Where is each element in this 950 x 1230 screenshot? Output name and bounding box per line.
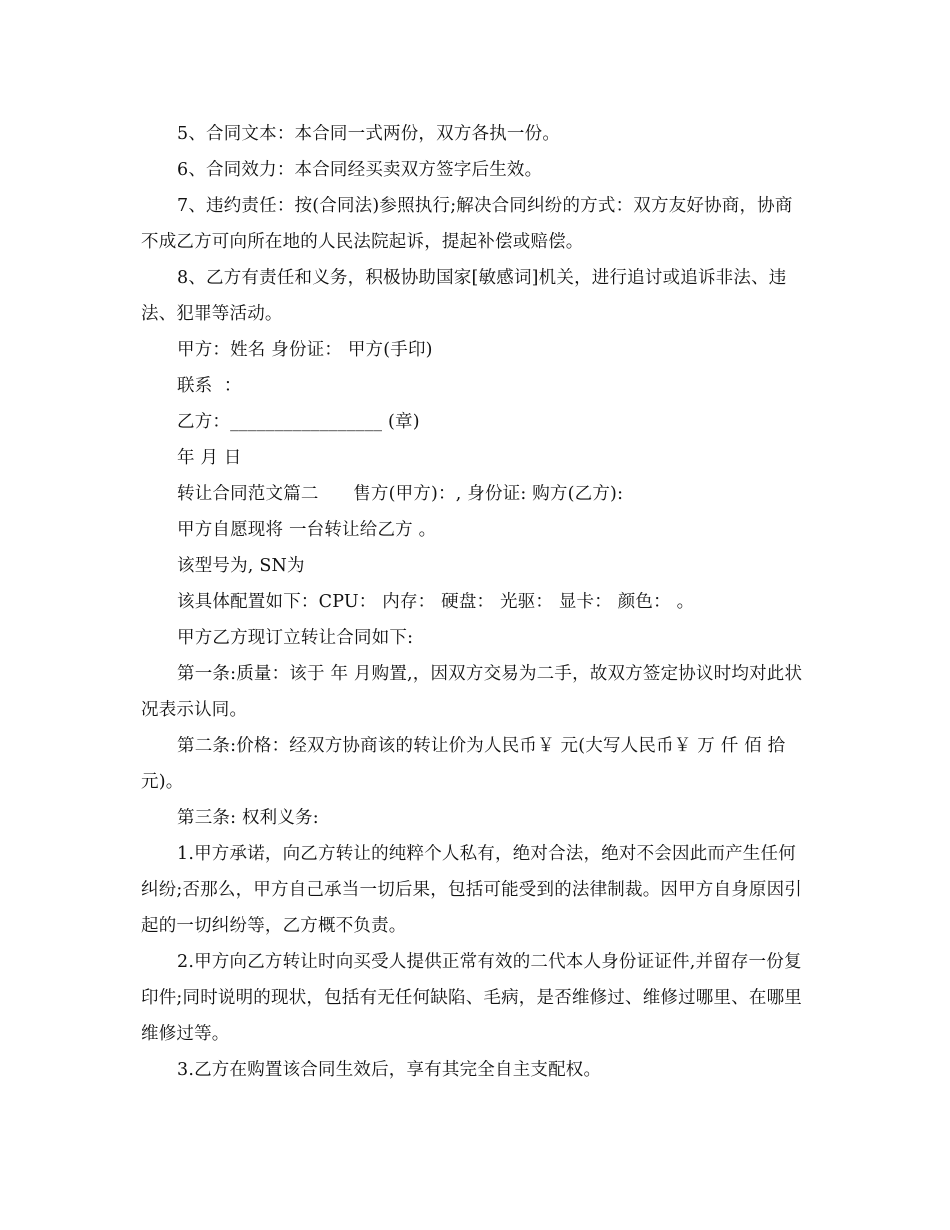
article-one-quality: 第一条:质量：该于 年 月购置,，因双方交易为二手，故双方签定协议时均对此状况表示认同。 xyxy=(141,664,803,720)
article-three-item-3: 3.乙方在购置该合同生效后，享有其完全自主支配权。 xyxy=(177,1060,602,1080)
clause-contract-validity: 6、合同效力：本合同经买卖双方签字后生效。 xyxy=(177,160,543,180)
party-b-signature-line: 乙方：_________________ (章) xyxy=(177,412,420,432)
model-number-line: 该型号为, SN为 xyxy=(177,556,305,576)
clause-party-b-duty: 8、乙方有责任和义务，积极协助国家[敏感词]机关，进行追讨或追诉非法、违法、犯罪等活动。 xyxy=(141,268,787,324)
configuration-line: 该具体配置如下：CPU： 内存： 硬盘： 光驱： 显卡： 颜色： 。 xyxy=(177,592,695,612)
article-three-item-2: 2.甲方向乙方转让时向买受人提供正常有效的二代本人身份证证件,并留存一份复印件;同时说明的现状，包括有无任何缺陷、毛病，是否维修过、维修过哪里、在哪里维修过等。 xyxy=(141,952,802,1044)
clause-breach-liability: 7、违约责任：按(合同法)参照执行;解决合同纠纷的方式：双方友好协商，协商不成乙方可向所在地的人民法院起诉，提起补偿或赔偿。 xyxy=(141,196,793,252)
transfer-statement: 甲方自愿现将 一台转让给乙方 。 xyxy=(177,520,437,540)
article-three-item-1: 1.甲方承诺，向乙方转让的纯粹个人私有，绝对合法，绝对不会因此而产生任何纠纷;否那么，甲方自己承当一切后果，包括可能受到的法律制裁。因甲方自身原因引起的一切纠纷等，乙方概不负责。 xyxy=(141,844,802,936)
party-a-signature-line: 甲方：姓名 身份证： 甲方(手印) xyxy=(177,340,433,360)
date-line: 年 月 日 xyxy=(177,448,242,468)
template-two-heading: 转让合同范文篇二 售方(甲方)：, 身份证: 购方(乙方): xyxy=(177,484,624,504)
clause-contract-copies: 5、合同文本：本合同一式两份，双方各执一份。 xyxy=(177,124,561,144)
article-three-heading: 第三条: 权利义务: xyxy=(177,808,319,828)
contact-line: 联系 ： xyxy=(177,376,242,396)
article-two-price: 第二条:价格：经双方协商该的转让价为人民币￥ 元(大写人民币￥ 万 仟 佰 拾 元)。 xyxy=(141,736,792,792)
agreement-intro: 甲方乙方现订立转让合同如下: xyxy=(177,628,414,648)
document-body xyxy=(141,116,805,1088)
